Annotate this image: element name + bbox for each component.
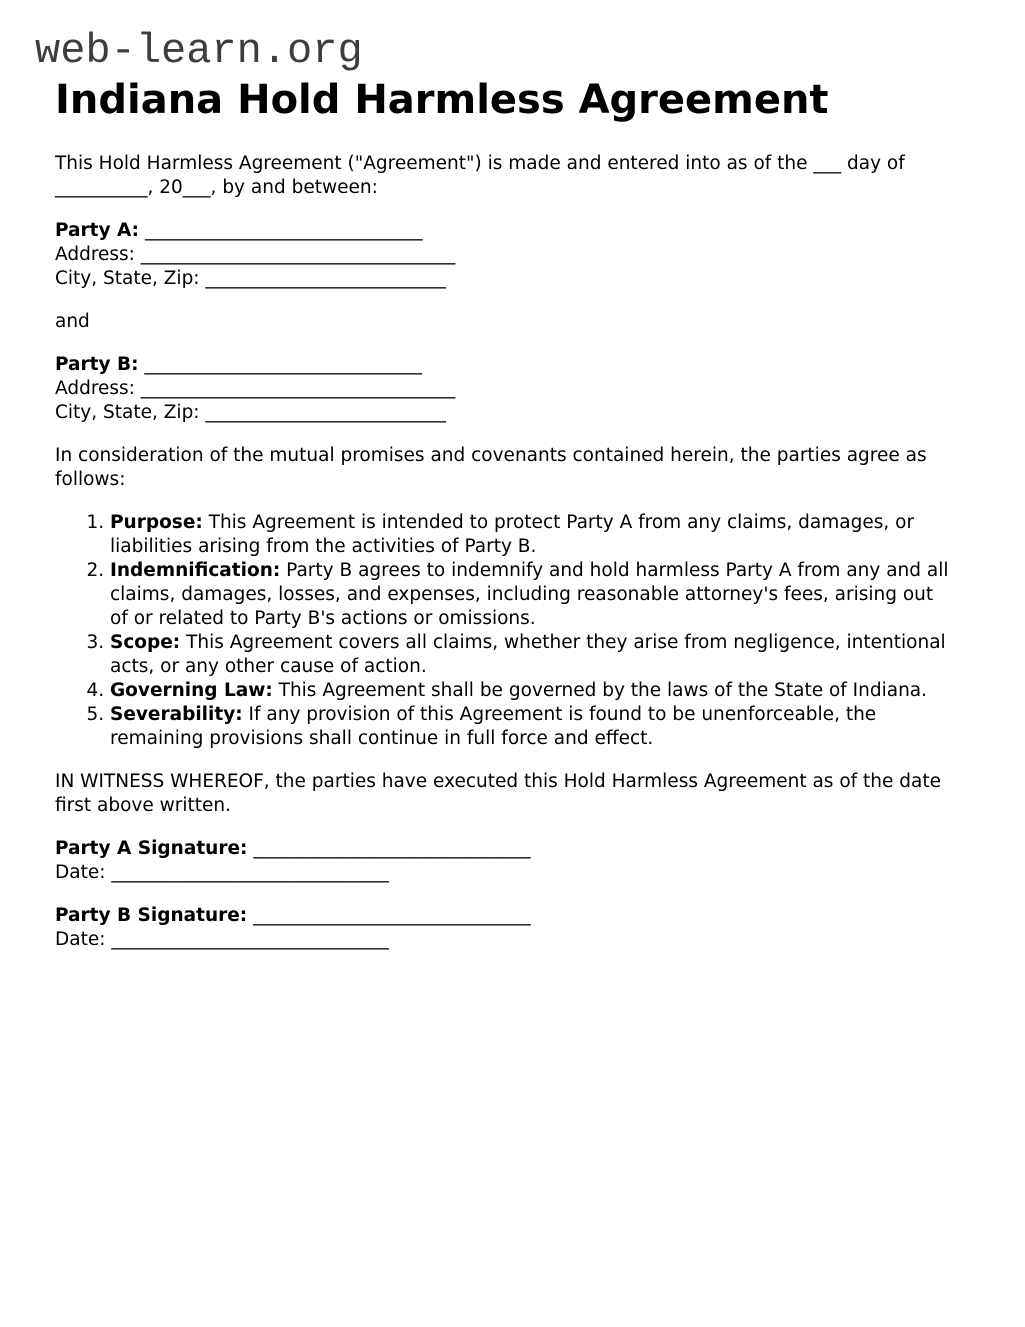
party-b-signature-label: Party B Signature: [55, 905, 248, 926]
clause-label: Indemnification: [110, 560, 281, 581]
clauses-list [55, 511, 955, 751]
clause-text: If any provision of this Agreement is found to be unenforceable, the remaining provisions shall continue in full force and effect. [110, 704, 877, 749]
clause-text: This Agreement covers all claims, whether they arise from negligence, intentional acts, or any other cause of action. [110, 632, 946, 677]
clause-item-scope [110, 631, 955, 679]
consideration-paragraph: In consideration of the mutual promises and covenants contained herein, the parties agree as follows: [55, 445, 927, 490]
party-a-label: Party A: [55, 220, 140, 241]
party-a-date-row [55, 861, 955, 885]
clause-label: Purpose: [110, 512, 203, 533]
party-b-address-label: Address: [55, 378, 135, 399]
party-b-name-row [55, 353, 955, 377]
party-b-date-blank: ______________________________ [105, 929, 389, 950]
party-b-block [55, 353, 955, 425]
party-b-signature-blank: ______________________________ [247, 905, 531, 926]
clause-item-indemnification [110, 559, 955, 631]
party-a-name-blank: ______________________________ [139, 220, 423, 241]
party-b-label: Party B: [55, 354, 139, 375]
party-a-signature-blank: ______________________________ [247, 838, 531, 859]
clause-item-severability [110, 703, 955, 751]
party-b-name-blank: ______________________________ [138, 354, 422, 375]
clause-item-governing-law [110, 679, 955, 703]
party-b-date-label: Date: [55, 929, 106, 950]
party-a-name-row [55, 219, 955, 243]
clause-text: This Agreement is intended to protect Party A from any claims, damages, or liabilities arising from the activities of Party B. [110, 512, 915, 557]
clause-text: Party B agrees to indemnify and hold harmless Party A from any and all claims, damages, losses, and expenses, including reasonable attorney's fees, arising out of or related to Party B's actions or omissions. [110, 560, 949, 629]
witness-paragraph: IN WITNESS WHEREOF, the parties have executed this Hold Harmless Agreement as of the date first above written. [55, 771, 941, 816]
party-b-date-row [55, 928, 955, 952]
signature-party-b-block [55, 904, 955, 952]
clause-label: Governing Law: [110, 680, 273, 701]
party-a-city-state-zip-blank: __________________________ [199, 268, 446, 289]
party-a-date-label: Date: [55, 862, 106, 883]
party-a-address-blank: __________________________________ [134, 244, 456, 265]
party-b-city-state-zip-label: City, State, Zip: [55, 402, 200, 423]
intro-paragraph: This Hold Harmless Agreement ("Agreement") is made and entered into as of the ___ day of __________, 20___, by and between: [55, 153, 905, 198]
party-a-city-row [55, 267, 955, 291]
clause-label: Scope: [110, 632, 181, 653]
party-b-signature-row [55, 904, 955, 928]
signature-party-a-block [55, 837, 955, 885]
party-a-date-blank: ______________________________ [105, 862, 389, 883]
party-a-address-row [55, 243, 955, 267]
party-a-block [55, 219, 955, 291]
party-a-signature-label: Party A Signature: [55, 838, 248, 859]
party-a-city-state-zip-label: City, State, Zip: [55, 268, 200, 289]
document-title: Indiana Hold Harmless Agreement [55, 77, 829, 123]
party-a-address-label: Address: [55, 244, 135, 265]
clause-text: This Agreement shall be governed by the laws of the State of Indiana. [272, 680, 928, 701]
clause-item-purpose [110, 511, 955, 559]
party-b-city-state-zip-blank: __________________________ [199, 402, 446, 423]
site-logo: web-learn.org [35, 27, 363, 75]
clause-label: Severability: [110, 704, 243, 725]
connector-and: and [55, 311, 90, 332]
party-a-signature-row [55, 837, 955, 861]
party-b-city-row [55, 401, 955, 425]
party-b-address-blank: __________________________________ [134, 378, 456, 399]
party-b-address-row [55, 377, 955, 401]
